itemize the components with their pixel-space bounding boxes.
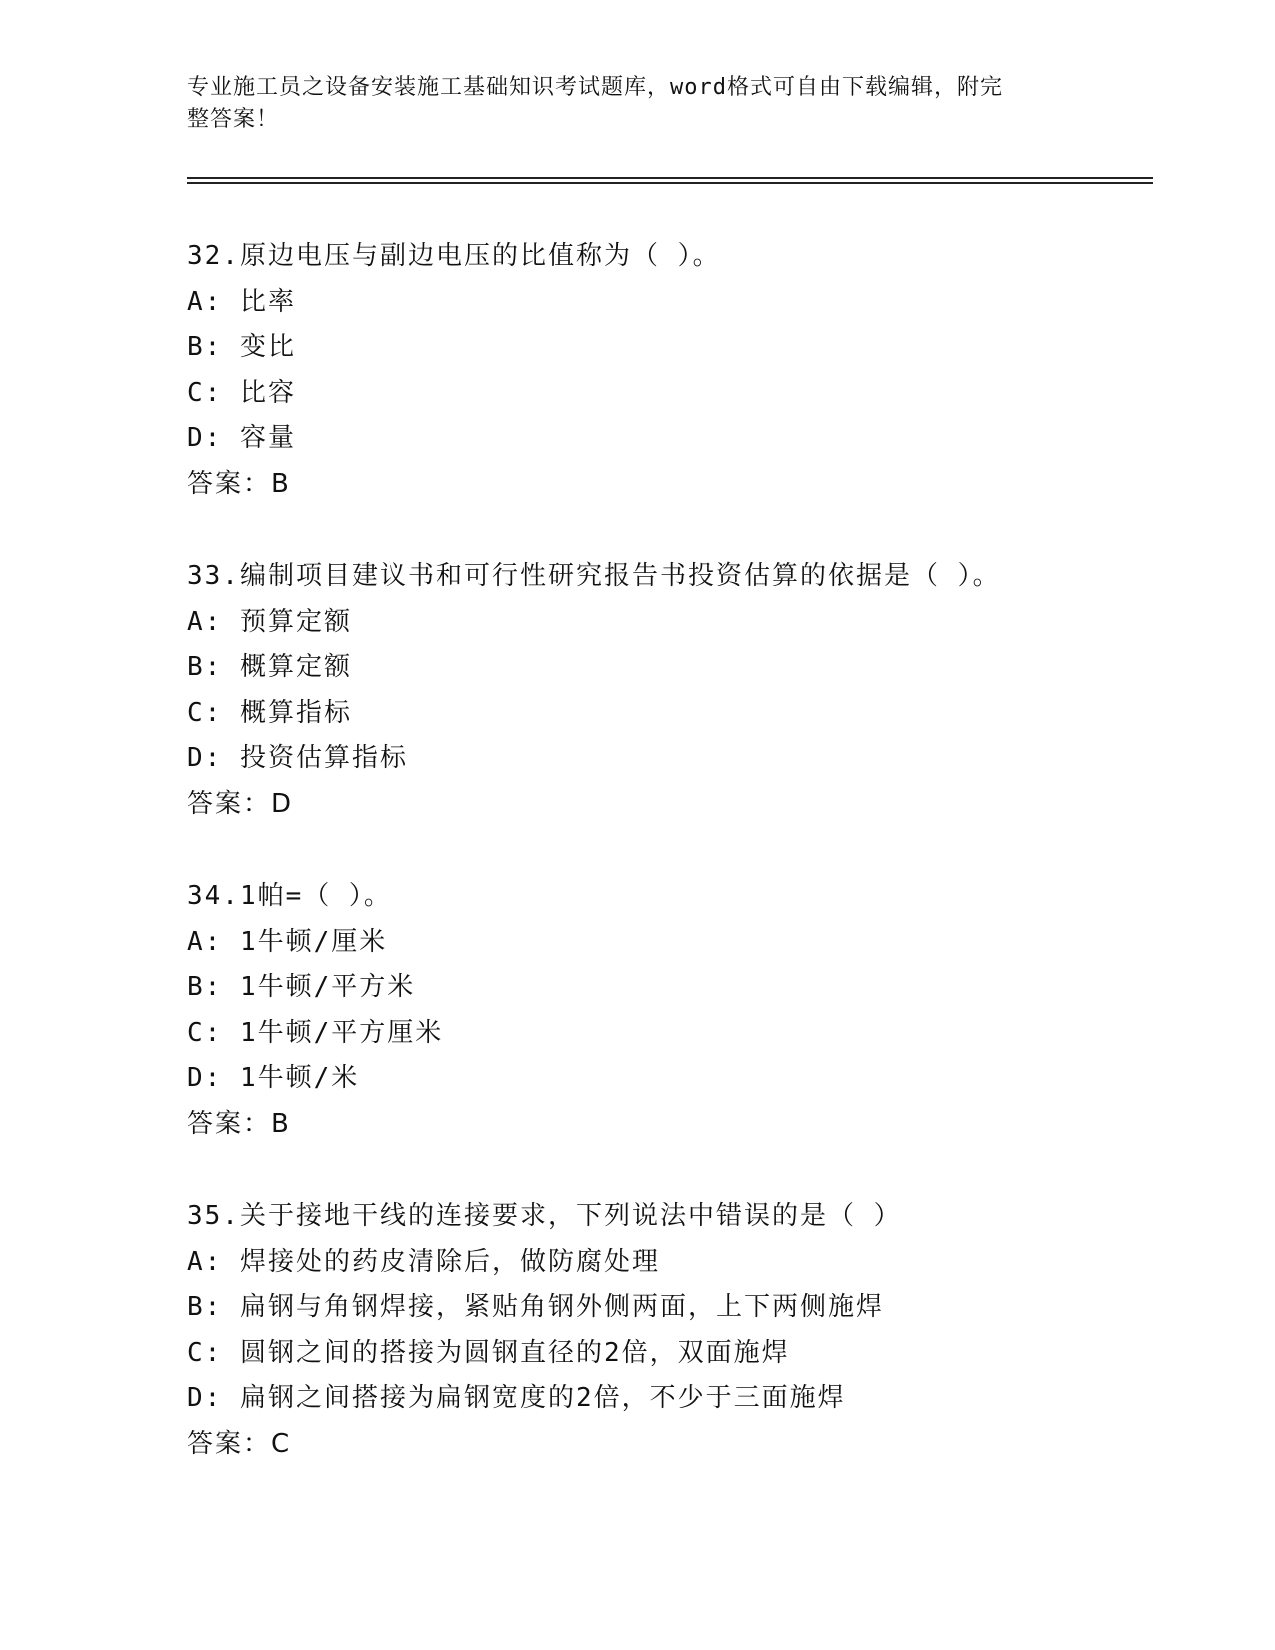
question-stem: 33.编制项目建议书和可行性研究报告书投资估算的依据是（ ）。 [187,561,1001,591]
question-list [187,234,1147,1514]
option-c: C: 圆钢之间的搭接为圆钢直径的2倍，双面施焊 [187,1337,790,1368]
header-line-1: 专业施工员之设备安装施工基础知识考试题库，word格式可自由下载编辑，附完 [187,75,1003,100]
option-c: C: 概算指标 [187,697,352,728]
option-b: B: 1牛顿/平方米 [187,972,416,1002]
option-b: B: 概算定额 [187,652,352,682]
option-a: A: 焊接处的药皮清除后，做防腐处理 [187,1246,660,1277]
header-divider-bottom [187,182,1153,184]
option-d: D: 扁钢之间搭接为扁钢宽度的2倍，不少于三面施焊 [187,1383,846,1413]
option-c: C: 1牛顿/平方厘米 [187,1017,444,1048]
option-a: A: 1牛顿/厘米 [187,926,388,957]
answer-line: 答案：B [187,468,291,499]
document-header [187,72,1067,136]
header-divider-top [187,177,1153,179]
option-d: D: 1牛顿/米 [187,1063,360,1093]
answer-line: 答案：C [187,1428,292,1459]
question-stem: 32.原边电压与副边电压的比值称为（ ）。 [187,241,721,271]
option-d: D: 容量 [187,423,296,453]
option-b: B: 扁钢与角钢焊接，紧贴角钢外侧两面，上下两侧施焊 [187,1292,884,1322]
answer-line: 答案：B [187,1108,291,1139]
question-35 [187,1194,1147,1467]
option-c: C: 比容 [187,377,296,408]
answer-line: 答案：D [187,788,294,819]
header-line-2: 整答案！ [187,107,280,132]
option-b: B: 变比 [187,332,296,362]
option-a: A: 预算定额 [187,606,352,637]
question-32 [187,234,1147,507]
option-a: A: 比率 [187,286,296,317]
question-33 [187,554,1147,827]
question-stem: 35.关于接地干线的连接要求，下列说法中错误的是（ ） [187,1201,902,1231]
option-d: D: 投资估算指标 [187,743,408,773]
question-34 [187,874,1147,1147]
question-stem: 34.1帕=（ ）。 [187,881,392,911]
